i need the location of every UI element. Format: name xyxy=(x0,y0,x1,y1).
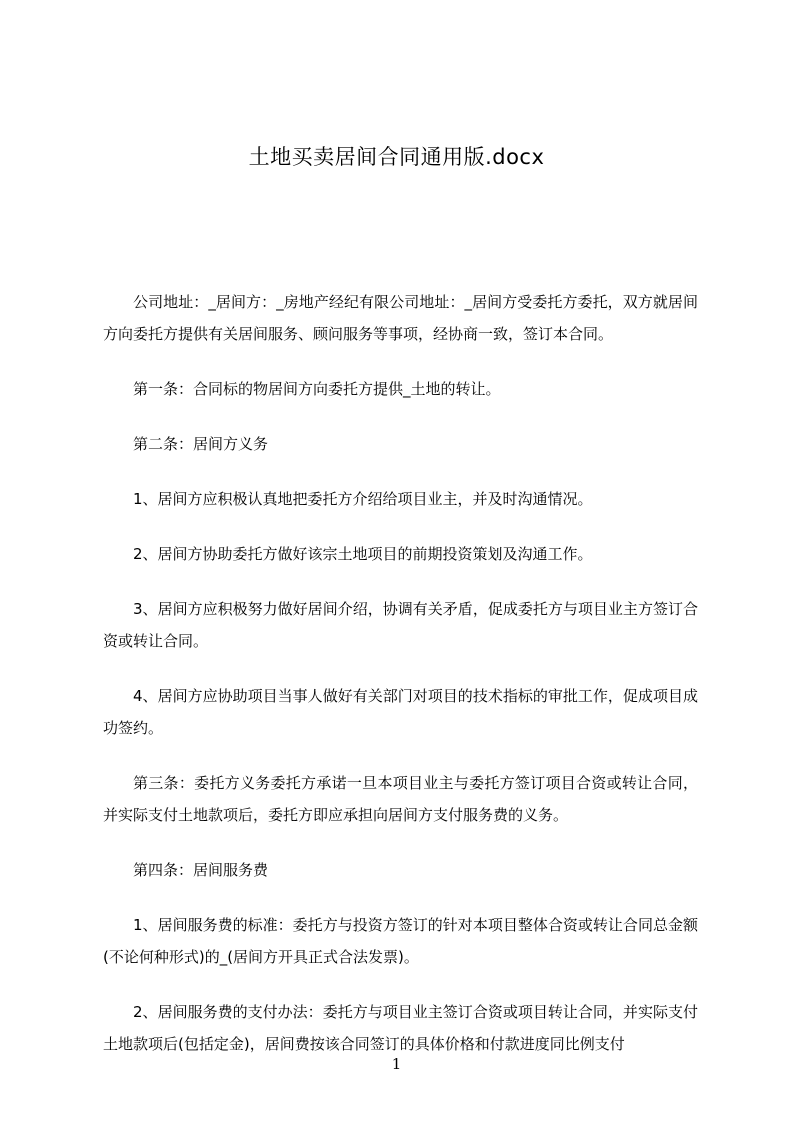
paragraph-article-1: 第一条：合同标的物居间方向委托方提供_土地的转让。 xyxy=(133,380,501,398)
paragraph-article-2-item-2: 2、居间方协助委托方做好该宗土地项目的前期投资策划及沟通工作。 xyxy=(133,545,593,563)
page-number: 1 xyxy=(391,1055,402,1073)
paragraph-article-4-item-1: 1、居间服务费的标准：委托方与投资方签订的针对本项目整体合资或转让合同总金额(不论何种形式)的_(居间方开具正式合法发票)。 xyxy=(103,916,698,966)
paragraph-article-4-item-2: 2、居间服务费的支付办法：委托方与项目业主签订合资或项目转让合同，并实际支付土地款项后(包括定金)，居间费按该合同签订的具体价格和付款进度同比例支付 xyxy=(103,1003,698,1053)
paragraph-article-2-item-1: 1、居间方应积极认真地把委托方介绍给项目业主，并及时沟通情况。 xyxy=(133,490,593,508)
paragraph-article-2-heading: 第二条：居间方义务 xyxy=(133,435,269,453)
paragraph-article-3: 第三条：委托方义务委托方承诺一旦本项目业主与委托方签订项目合资或转让合同，并实际支付土地款项后，委托方即应承担向居间方支付服务费的义务。 xyxy=(103,774,698,824)
paragraph-article-2-item-3: 3、居间方应积极努力做好居间介绍，协调有关矛盾，促成委托方与项目业主方签订合资或转让合同。 xyxy=(103,600,698,650)
paragraph-parties: 公司地址：_居间方：_房地产经纪有限公司地址：_居间方受委托方委托，双方就居间方向委托方提供有关居间服务、顾问服务等事项，经协商一致，签订本合同。 xyxy=(103,293,698,343)
document-body xyxy=(103,286,698,1083)
paragraph-article-4-heading: 第四条：居间服务费 xyxy=(133,861,269,879)
paragraph-article-2-item-4: 4、居间方应协助项目当事人做好有关部门对项目的技术指标的审批工作，促成项目成功签约。 xyxy=(103,687,698,737)
document-title: 土地买卖居间合同通用版.docx xyxy=(248,145,545,169)
